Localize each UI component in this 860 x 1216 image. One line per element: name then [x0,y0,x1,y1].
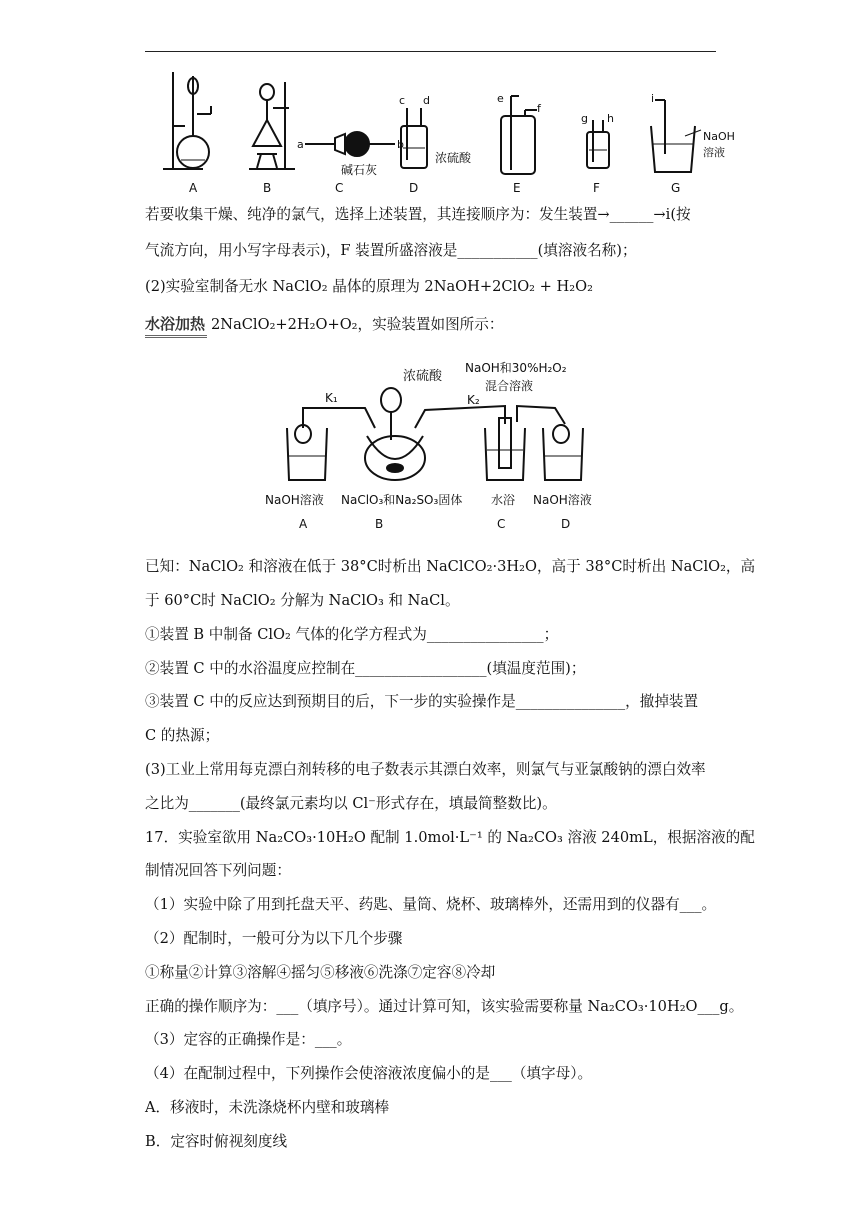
fig2-label-a: NaOH溶液 [265,493,324,507]
fig2-letter-d: D [561,517,571,531]
apparatus-b [249,82,295,169]
text-line-19: （3）定容的正确操作是：___。 [145,1031,352,1048]
text-line-4 [145,314,503,338]
fig1-letter-f: F [593,181,600,195]
header-rule [145,51,716,52]
option-a: A．移液时，未洗涤烧杯内壁和玻璃棒 [145,1099,390,1116]
text-line-10: C 的热源； [145,727,220,744]
flask-b [367,436,423,459]
port-h: h [607,112,614,125]
fig2-label-d: NaOH溶液 [533,493,592,507]
port-e: e [497,92,504,105]
port-b: b [397,138,404,151]
port-c: c [399,94,406,107]
fig2-mix-label-1: NaOH和30%H₂O₂ [465,361,567,375]
beaker-d [543,428,583,480]
apparatus-figure-2 [255,352,615,540]
water-bath-heating-badge: 水浴加热 [145,314,207,338]
text-line-2: 气流方向，用小写字母表示)，F 装置所盛溶液是___________(填溶液名称)； [145,242,637,259]
text-line-9: ③装置 C 中的反应达到预期目的后，下一步的实验操作是_______________，撤掉装置 [145,693,699,710]
text-line-20: （4）在配制过程中，下列操作会使溶液浓度偏小的是___（填字母）。 [145,1065,593,1082]
apparatus-figure-1 [145,64,745,204]
fig1-letter-g: G [671,181,681,195]
text-line-3: (2)实验室制备无水 NaClO₂ 晶体的原理为 2NaOH+2ClO₂ + H₂O₂ [145,278,593,295]
fig2-letter-c: C [497,517,506,531]
apparatus-g [651,100,701,172]
text-line-18: 正确的操作顺序为：___（填序号）。通过计算可知，该实验需要称量 Na₂CO₃·10H₂O___g。 [145,998,744,1015]
fig2-conc-acid-label: 浓硫酸 [403,369,443,384]
option-b: B．定容时俯视刻度线 [145,1133,288,1150]
fig1-letter-e: E [513,181,521,195]
text-line-4-body: 2NaClO₂+2H₂O+O₂，实验装置如图所示： [211,316,504,333]
beaker-a [287,428,327,480]
text-line-14: 制情况回答下列问题： [145,862,291,879]
conc-acid-label: 浓硫酸 [435,151,472,165]
port-d: d [423,94,430,107]
fig2-mix-label-2: 混合溶液 [485,379,534,393]
text-line-15: （1）实验中除了用到托盘天平、药匙、量筒、烧杯、玻璃棒外，还需用到的仪器有___。 [145,896,717,913]
fig2-label-b: NaClO₃和Na₂SO₃固体 [341,493,463,507]
apparatus-f [587,120,609,168]
port-f: f [537,102,541,115]
apparatus-a [163,72,211,169]
valve-k1-label: K₁ [325,391,338,405]
text-line-1: 若要收集干燥、纯净的氯气，选择上述装置，其连接顺序为：发生装置→______→i(按 [145,206,691,223]
fig1-letter-a: A [189,181,198,195]
fig1-letter-c: C [335,181,344,195]
text-line-17: ①称量②计算③溶解④摇匀⑤移液⑥洗涤⑦定容⑧冷却 [145,964,496,981]
apparatus-c [305,132,395,156]
text-line-13: 17．实验室欲用 Na₂CO₃·10H₂O 配制 1.0mol·L⁻¹ 的 Na₂CO₃ 溶液 240mL，根据溶液的配 [145,829,755,846]
text-line-12: 之比为_______(最终氯元素均以 Cl⁻形式存在，填最简整数比)。 [145,795,557,812]
text-line-16: （2）配制时，一般可分为以下几个步骤 [145,930,403,947]
fig1-letter-d: D [409,181,419,195]
fig2-letter-a: A [299,517,308,531]
text-line-7: ①装置 B 中制备 ClO₂ 气体的化学方程式为________________； [145,626,559,643]
text-line-11: (3)工业上常用每克漂白剂转移的电子数表示其漂白效率，则氯气与亚氯酸钠的漂白效率 [145,761,706,778]
port-a: a [297,138,304,151]
port-i: i [651,92,655,105]
apparatus-e [501,96,537,174]
port-g: g [581,112,588,125]
valve-k2-label: K₂ [467,393,480,407]
soda-lime-label: 碱石灰 [341,163,378,177]
text-line-5: 已知：NaClO₂ 和溶液在低于 38°C时析出 NaClCO₂·3H₂O，高于 38°C时析出 NaClO₂，高 [145,558,756,575]
naoh-label-1: NaOH [703,130,735,143]
text-line-8: ②装置 C 中的水浴温度应控制在__________________(填温度范围)； [145,660,586,677]
naoh-label-2: 溶液 [703,146,725,159]
fig2-label-c: 水浴 [491,493,516,507]
apparatus-d [401,108,427,168]
fig2-letter-b: B [375,517,384,531]
fig1-letter-b: B [263,181,272,195]
beaker-c [485,428,525,480]
text-line-6: 于 60°C时 NaClO₂ 分解为 NaClO₃ 和 NaCl。 [145,592,460,609]
